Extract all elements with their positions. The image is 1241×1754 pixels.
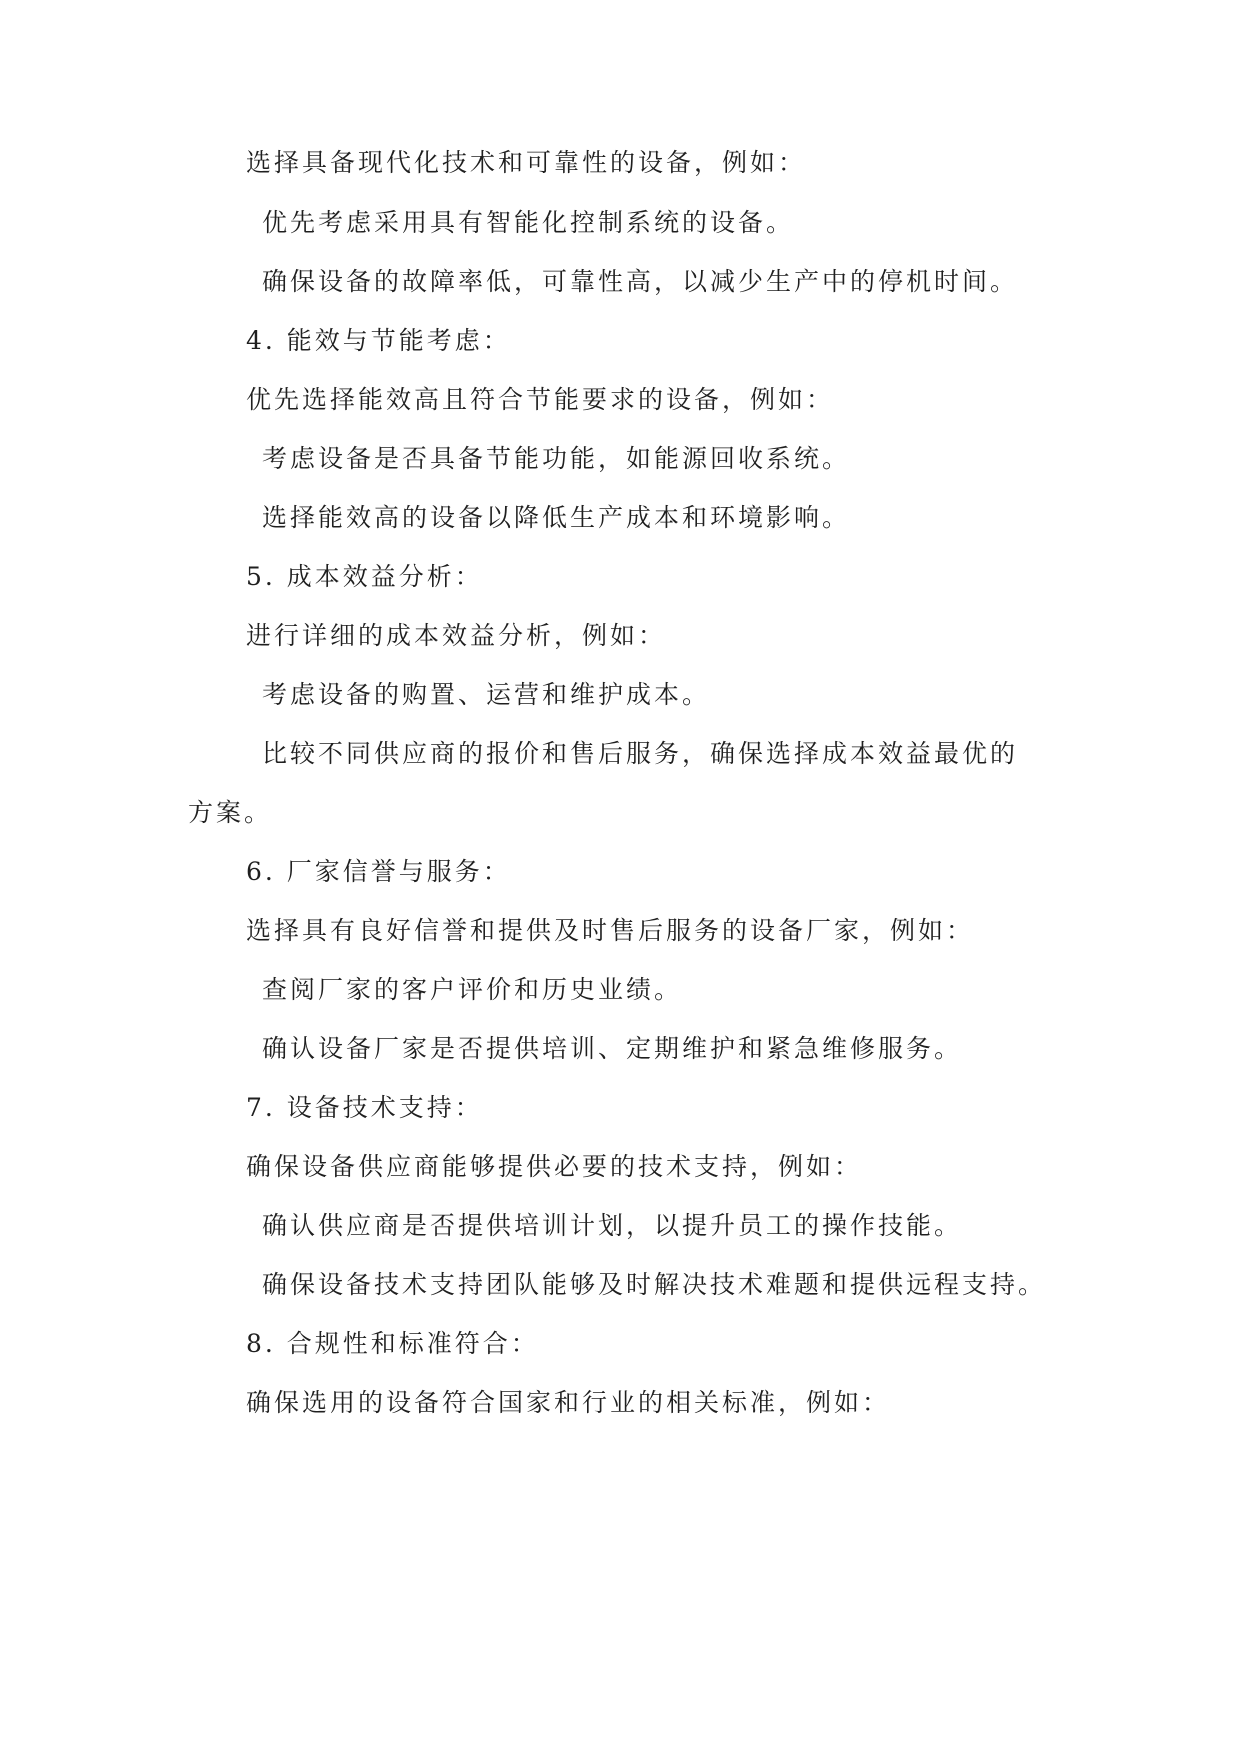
section-heading-6: 6. 厂家信誉与服务： xyxy=(246,857,511,886)
section-heading-4: 4. 能效与节能考虑： xyxy=(246,326,511,355)
section-heading-5: 5. 成本效益分析： xyxy=(246,562,483,591)
section-heading-8: 8. 合规性和标准符合： xyxy=(246,1329,539,1358)
sub-item-line: 考虑设备的购置、运营和维护成本。 xyxy=(262,680,711,709)
paragraph-line: 确保选用的设备符合国家和行业的相关标准，例如： xyxy=(246,1388,891,1417)
sub-item-line: 确保设备的故障率低，可靠性高，以减少生产中的停机时间。 xyxy=(262,267,1019,296)
sub-item-line: 考虑设备是否具备节能功能，如能源回收系统。 xyxy=(262,444,851,473)
paragraph-line: 进行详细的成本效益分析，例如： xyxy=(246,621,667,650)
section-heading-7: 7. 设备技术支持： xyxy=(246,1093,483,1122)
sub-item-line: 确认设备厂家是否提供培训、定期维护和紧急维修服务。 xyxy=(262,1034,963,1063)
sub-item-line: 比较不同供应商的报价和售后服务，确保选择成本效益最优的 xyxy=(262,739,1019,768)
sub-item-line: 确保设备技术支持团队能够及时解决技术难题和提供远程支持。 xyxy=(262,1270,1047,1299)
sub-item-line: 确认供应商是否提供培训计划，以提升员工的操作技能。 xyxy=(262,1211,963,1240)
sub-item-line: 查阅厂家的客户评价和历史业绩。 xyxy=(262,975,683,1004)
paragraph-line: 选择具有良好信誉和提供及时售后服务的设备厂家，例如： xyxy=(246,916,975,945)
paragraph-line: 优先选择能效高且符合节能要求的设备，例如： xyxy=(246,385,835,414)
paragraph-line: 选择具备现代化技术和可靠性的设备，例如： xyxy=(246,148,807,177)
sub-item-line: 优先考虑采用具有智能化控制系统的设备。 xyxy=(262,208,795,237)
continuation-line: 方案。 xyxy=(188,798,273,827)
sub-item-line: 选择能效高的设备以降低生产成本和环境影响。 xyxy=(262,503,851,532)
paragraph-line: 确保设备供应商能够提供必要的技术支持，例如： xyxy=(246,1152,863,1181)
